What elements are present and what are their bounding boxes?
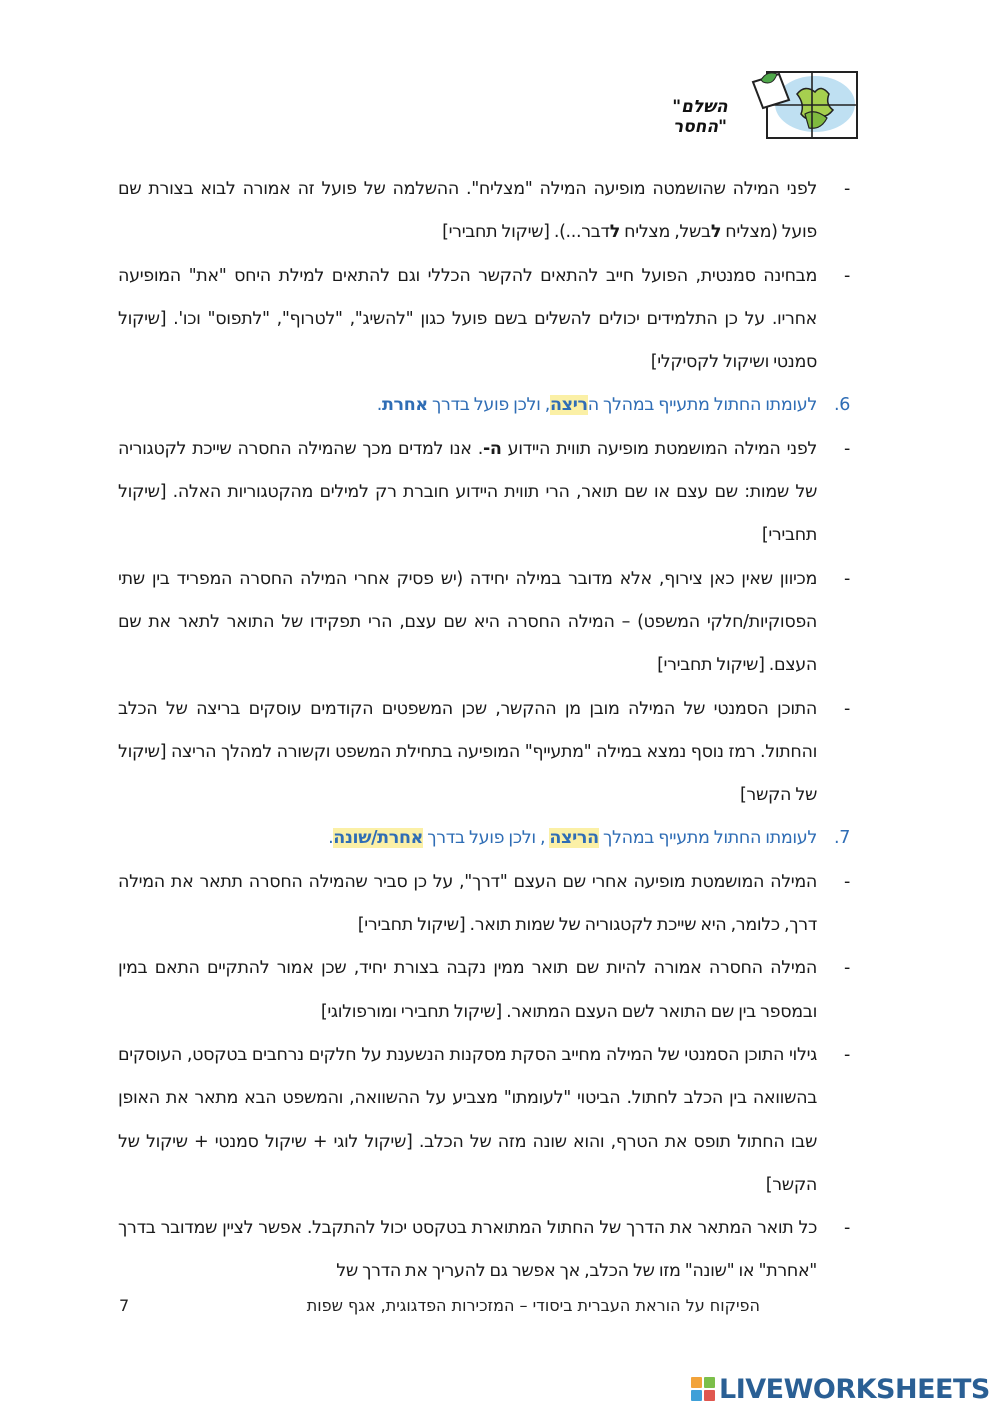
- bullet-dash: -: [844, 265, 850, 286]
- page-number: 7: [119, 1296, 130, 1315]
- bullet-item: [118, 947, 850, 1034]
- bullet-item: [118, 1207, 850, 1294]
- section-number: 7.: [833, 828, 850, 849]
- document-body: [118, 168, 850, 1294]
- liveworksheets-brand-text: LIVEWORKSHEETS: [719, 1373, 990, 1405]
- bullet-item: [118, 1034, 850, 1207]
- bullet-dash: -: [844, 1044, 850, 1065]
- section-6-heading: [118, 384, 850, 427]
- bullet-dash: -: [844, 698, 850, 719]
- section-7-bullet-list: [118, 861, 850, 1294]
- bullet-item: [118, 558, 850, 688]
- section-heading-text: לעומתו החתול מתעייף במהלך הריצה , ולכן פועל בדרך אחרת/שונה.: [328, 828, 817, 849]
- bullet-text: לפני המילה שהושמטה מופיעה המילה "מצליח". ההשלמה של פועל זה אמורה לבוא בצורת שם פועל (מצליח לבשל, מצליח לדבר...). [שיקול תחבירי]: [118, 179, 817, 243]
- bullet-text: המילה המושמטת מופיעה אחרי שם העצם "דרך", על כן סביר שהמילה החסרה תתאר את המילה דרך, כלומר, היא שייכת לקטגוריה של שמות תואר. [שיקול תחבירי]: [118, 871, 817, 936]
- bullet-item: [118, 428, 850, 558]
- section-6-bullet-list: [118, 428, 850, 818]
- bullet-text: התוכן הסמנטי של המילה מובן מן ההקשר, שכן המשפטים הקודמים עוסקים בריצה של הכלב והחתול. רמז נוסף נמצא במילה "מתעייף" המופיעה בתחילת המשפט וקשורה למהלך הריצה [שיקול של הקשר]: [118, 698, 817, 806]
- bullet-item: [118, 861, 850, 948]
- bullet-item: [118, 688, 850, 818]
- intro-bullet-list: [118, 168, 850, 384]
- liveworksheets-logo-icon: [690, 1376, 716, 1402]
- bullet-item: [118, 168, 850, 255]
- bullet-dash: -: [844, 1218, 850, 1239]
- highlighted-keyword: ריצה: [549, 395, 588, 416]
- bold-text: ה-: [482, 438, 502, 459]
- bullet-text: לפני המילה המושמטת מופיעה תווית היידוע ה-. אנו למדים מכך שהמילה החסרה שייכת לקטגוריה של שמות: שם עצם או שם תואר, הרי תווית היידוע חוברת רק למילים מהקטגוריות האלה. [שיקול תחבירי]: [118, 438, 817, 546]
- highlighted-keyword: אחרת/שונה: [333, 828, 424, 849]
- section-heading-text: לעומתו החתול מתעייף במהלך הריצה, ולכן פועל בדרך אחרת.: [376, 395, 817, 416]
- bullet-item: [118, 255, 850, 385]
- logo-title: "השלם החסר": [672, 97, 728, 137]
- bold-text: ל: [710, 222, 722, 243]
- liveworksheets-watermark: [690, 1372, 990, 1406]
- footer-text: הפיקוח על הוראת העברית ביסודי – המזכירות הפדגוגית, אגף שפות: [306, 1296, 760, 1315]
- bullet-dash: -: [844, 438, 850, 459]
- section-number: 6.: [833, 395, 850, 416]
- bold-text: אחרת: [381, 395, 428, 416]
- highlighted-keyword: הריצה: [549, 828, 599, 849]
- bullet-text: המילה החסרה אמורה להיות שם תואר ממין נקבה בצורת יחיד, שכן אמור להתקיים התאם במין ובמספר בין שם התואר לשם העצם המתואר. [שיקול תחבירי ומורפולוגי]: [118, 958, 817, 1022]
- bullet-text: מכיוון שאין כאן צירוף, אלא מדובר במילה יחידה (יש פסיק אחרי המילה החסרה המפריד בין שתי הפסוקיות/חלקי המשפט) – המילה החסרה היא שם עצם, הרי תפקידו של התואר לתאר את שם העצם. [שיקול תחבירי]: [118, 568, 817, 676]
- bullet-text: כל תואר המתאר את הדרך של החתול המתוארת בטקסט יכול להתקבל. אפשר לציין שמדובר בדרך "אחרת" או "שונה" מזו של הכלב, אך אפשר גם להעריך את הדרך של: [118, 1218, 817, 1282]
- bullet-dash: -: [844, 958, 850, 979]
- bullet-dash: -: [844, 179, 850, 199]
- bold-text: ל: [609, 222, 620, 243]
- bullet-text: גילוי התוכן הסמנטי של המילה מחייב הסקת מסקנות הנשענת על חלקים נרחבים בטקסט, העוסקים בהשוואה בין הכלב לחתול. הביטוי "לעומתו" מצביע על ההשוואה, והמשפט הבא מתאר את האופן שבו החתול תופס את הטרף, והוא שונה מזה של הכלב. [שיקול לוגי + שיקול סמנטי + שיקול של הקשר]: [118, 1044, 817, 1195]
- bullet-text: מבחינה סמנטית, הפועל חייב להתאים להקשר הכללי וגם להתאים למילת היחס "את" המופיעה אחריו. על כן התלמידים יכולים להשלים בשם פועל כגון "להשיג", "לטרוף", "לתפוס" וכו'. [שיקול סמנטי ושיקול לקסיקלי]: [118, 265, 817, 373]
- bullet-dash: -: [844, 568, 850, 589]
- bullet-dash: -: [844, 871, 850, 892]
- section-7-heading: [118, 817, 850, 860]
